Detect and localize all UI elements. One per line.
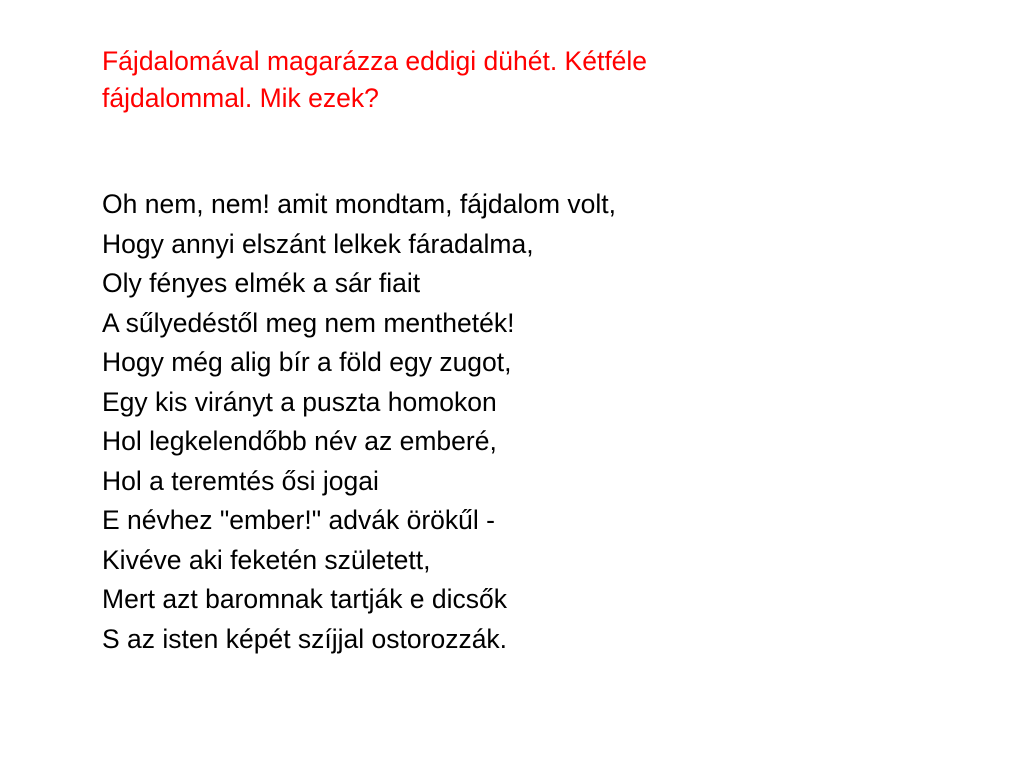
poem-line: Mert azt baromnak tartják e dicsők	[102, 584, 508, 614]
poem-line: Hogy annyi elszánt lelkek fáradalma,	[102, 228, 534, 259]
question-line: Fájdalomával magarázza eddigi dühét. Kétféle	[102, 46, 648, 76]
poem-line: Kivéve aki feketén született,	[102, 544, 431, 575]
poem-block	[102, 185, 982, 659]
poem-line: E névhez "ember!" advák örökűl -	[102, 505, 495, 535]
poem-line: Oh nem, nem! amit mondtam, fájdalom volt,	[102, 189, 617, 219]
poem-line: S az isten képét szíjjal ostorozzák.	[102, 623, 508, 654]
poem-line: Hol a teremtés ősi jogai	[102, 465, 379, 496]
question-line: fájdalommal. Mik ezek?	[102, 83, 379, 113]
poem-line: A sűlyedéstől meg nem mentheték!	[102, 307, 515, 338]
poem-line: Egy kis virányt a puszta homokon	[102, 386, 497, 417]
poem-line: Hogy még alig bír a föld egy zugot,	[102, 347, 512, 377]
poem-line: Oly fényes elmék a sár fiait	[102, 268, 421, 298]
poem-line: Hol legkelendőbb név az emberé,	[102, 426, 497, 456]
question-heading	[102, 43, 982, 117]
